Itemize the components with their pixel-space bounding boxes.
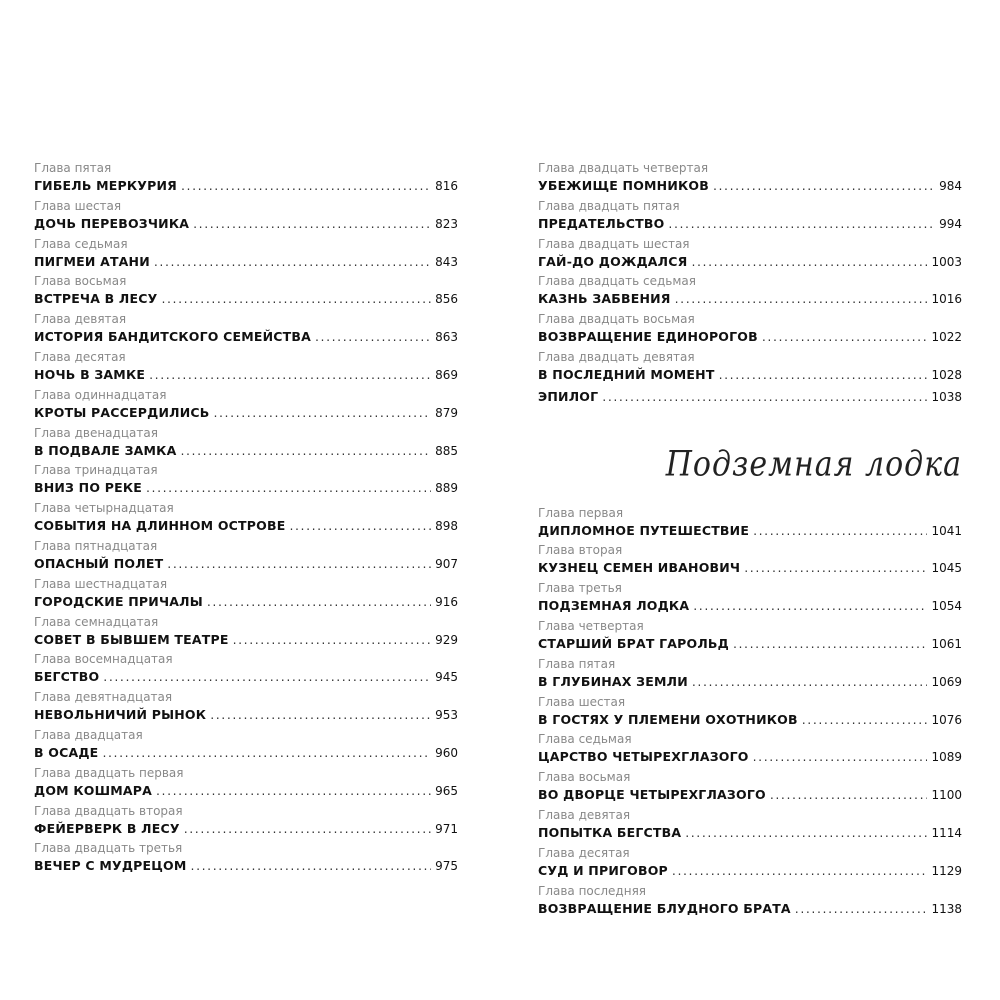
chapter-title: НЕВОЛЬНИЧИЙ РЫНОК <box>34 707 207 723</box>
page-number: 1022 <box>931 330 962 345</box>
page-number: 889 <box>435 481 458 496</box>
chapter-title-line <box>538 521 962 541</box>
page-number: 1028 <box>931 367 962 382</box>
page-number: 994 <box>939 216 962 231</box>
chapter-label: Глава двадцать пятая <box>538 198 680 213</box>
toc-entry[interactable] <box>34 198 458 236</box>
chapter-title: ВНИЗ ПО РЕКЕ <box>34 480 142 496</box>
dot-leader <box>181 176 431 195</box>
dot-leader <box>103 667 431 686</box>
page-number: 1016 <box>931 292 962 307</box>
toc-entry[interactable] <box>34 576 458 614</box>
dot-leader <box>753 747 928 766</box>
chapter-label: Глава девятнадцатая <box>34 690 173 705</box>
chapter-label: Глава последняя <box>538 883 646 898</box>
dot-leader <box>802 710 928 729</box>
chapter-label: Глава двадцать восьмая <box>538 312 695 327</box>
dot-leader <box>180 441 431 460</box>
chapter-title: ДОЧЬ ПЕРЕВОЗЧИКА <box>34 215 190 231</box>
section-title: Подземная лодка <box>665 444 962 485</box>
page-number: 843 <box>435 254 458 269</box>
chapter-title: ЭПИЛОГ <box>538 388 599 404</box>
page-number: 1089 <box>931 750 962 765</box>
page-number: 898 <box>435 519 458 534</box>
chapter-title-line <box>34 856 458 876</box>
page-number: 823 <box>435 216 458 231</box>
dot-leader <box>161 289 431 308</box>
chapter-title-line <box>538 289 962 309</box>
chapter-label: Глава третья <box>538 581 622 596</box>
dot-leader <box>102 743 431 762</box>
chapter-title-line <box>34 176 458 196</box>
toc-entry[interactable] <box>538 845 962 883</box>
chapter-title-line <box>538 672 962 692</box>
dot-leader <box>672 861 928 880</box>
dot-leader <box>675 289 928 308</box>
toc-entry[interactable] <box>538 807 962 845</box>
page-number: 885 <box>435 443 458 458</box>
toc-entry[interactable] <box>34 651 458 689</box>
chapter-title: КУЗНЕЦ СЕМЕН ИВАНОВИЧ <box>538 560 741 576</box>
toc-entry[interactable] <box>34 425 458 463</box>
chapter-title-line <box>34 819 458 839</box>
chapter-title: В ГЛУБИНАХ ЗЕМЛИ <box>538 673 688 689</box>
page-number: 816 <box>435 179 458 193</box>
dot-leader <box>146 478 431 497</box>
toc-entry[interactable] <box>34 538 458 576</box>
dot-leader <box>602 387 927 406</box>
dot-leader <box>713 176 935 195</box>
chapter-title: ВСТРЕЧА В ЛЕСУ <box>34 291 158 307</box>
chapter-label: Глава двадцатая <box>34 727 143 742</box>
page-number: 1061 <box>931 636 962 651</box>
chapter-title-line <box>538 214 962 234</box>
chapter-title: ДИПЛОМНОЕ ПУТЕШЕСТВИЕ <box>538 522 750 538</box>
page-number: 1038 <box>931 389 962 404</box>
page-number: 863 <box>435 330 458 345</box>
dot-leader <box>315 327 431 346</box>
toc-entry[interactable] <box>34 311 458 349</box>
chapter-title-line <box>34 592 458 612</box>
chapter-label: Глава седьмая <box>538 732 632 747</box>
chapter-title-line <box>34 289 458 309</box>
chapter-label: Глава седьмая <box>34 236 128 251</box>
chapter-title: БЕГСТВО <box>34 669 100 685</box>
page-number: 916 <box>435 594 458 609</box>
dot-leader <box>719 365 928 384</box>
chapter-title: СОБЫТИЯ НА ДЛИННОМ ОСТРОВЕ <box>34 518 286 534</box>
page-number: 869 <box>435 367 458 382</box>
chapter-title: НОЧЬ В ЗАМКЕ <box>34 366 146 382</box>
chapter-title: ВЕЧЕР С МУДРЕЦОМ <box>34 858 187 874</box>
chapter-label: Глава двадцать третья <box>34 841 183 856</box>
chapter-title-line <box>538 252 962 272</box>
dot-leader <box>233 630 432 649</box>
dot-leader <box>193 214 431 233</box>
chapter-title: В ГОСТЯХ У ПЛЕМЕНИ ОХОТНИКОВ <box>538 711 798 727</box>
toc-entry[interactable] <box>538 883 962 921</box>
toc-entry[interactable] <box>34 614 458 652</box>
chapter-title: ГАЙ-ДО ДОЖДАЛСЯ <box>538 253 688 269</box>
chapter-label: Глава двадцать четвертая <box>538 161 709 175</box>
chapter-title-line <box>34 554 458 574</box>
toc-right-column <box>538 160 962 920</box>
chapter-label: Глава вторая <box>538 543 623 558</box>
chapter-label: Глава пятнадцатая <box>34 538 158 553</box>
section-header <box>538 425 962 505</box>
chapter-title-line <box>34 781 458 801</box>
chapter-title-line <box>34 365 458 385</box>
toc-entry[interactable] <box>538 160 962 198</box>
dot-leader <box>744 558 927 577</box>
page-number: 1003 <box>931 254 962 269</box>
toc-entry[interactable] <box>538 236 962 274</box>
toc-entry[interactable] <box>34 727 458 765</box>
dot-leader <box>691 252 927 271</box>
toc-entry[interactable] <box>34 387 458 425</box>
chapter-label: Глава шестнадцатая <box>34 576 168 591</box>
dot-leader <box>149 365 431 384</box>
chapter-label: Глава одиннадцатая <box>34 387 167 402</box>
chapter-label: Глава семнадцатая <box>34 614 159 629</box>
chapter-label: Глава четвертая <box>538 618 644 633</box>
page-number: 960 <box>435 745 458 760</box>
chapter-label: Глава десятая <box>538 845 630 860</box>
page-number: 965 <box>435 783 458 798</box>
toc-entry[interactable] <box>538 731 962 769</box>
chapter-title: В ПОСЛЕДНИЙ МОМЕНТ <box>538 366 715 382</box>
toc-entry[interactable] <box>538 580 962 618</box>
chapter-title-line <box>538 710 962 730</box>
dot-leader <box>685 823 927 842</box>
toc-entry[interactable] <box>538 311 962 349</box>
chapter-label: Глава шестая <box>538 694 626 709</box>
chapter-title-line <box>34 705 458 725</box>
toc-entry[interactable] <box>34 840 458 878</box>
chapter-title-line <box>538 365 962 385</box>
chapter-title-line <box>538 387 962 407</box>
toc-entry[interactable] <box>538 349 962 387</box>
chapter-title: СОВЕТ В БЫВШЕМ ТЕАТРЕ <box>34 631 229 647</box>
toc-entry[interactable] <box>34 349 458 387</box>
chapter-label: Глава шестая <box>34 198 122 213</box>
chapter-label: Глава девятая <box>34 312 127 327</box>
dot-leader <box>210 705 431 724</box>
page-number: 856 <box>435 292 458 307</box>
chapter-title-line <box>538 596 962 616</box>
toc-entry[interactable] <box>538 505 962 543</box>
page-number: 929 <box>435 632 458 647</box>
chapter-title: ЦАРСТВО ЧЕТЫРЕХГЛАЗОГО <box>538 749 749 765</box>
toc-left-column <box>34 160 458 878</box>
chapter-title: ФЕЙЕРВЕРК В ЛЕСУ <box>34 820 180 836</box>
chapter-label: Глава десятая <box>34 349 126 364</box>
chapter-label: Глава двадцать первая <box>34 765 184 780</box>
page-number: 1041 <box>931 523 962 538</box>
chapter-title-line <box>34 252 458 272</box>
dot-leader <box>289 516 431 535</box>
chapter-title-line <box>34 214 458 234</box>
chapter-title: ПРЕДАТЕЛЬСТВО <box>538 215 665 231</box>
chapter-label: Глава пятая <box>538 656 616 671</box>
toc-entry[interactable] <box>34 689 458 727</box>
dot-leader <box>770 785 928 804</box>
chapter-label: Глава двадцать вторая <box>34 803 183 818</box>
chapter-label: Глава пятая <box>34 161 112 175</box>
chapter-title-line <box>538 558 962 578</box>
chapter-title: ОПАСНЫЙ ПОЛЕТ <box>34 555 164 571</box>
toc-right-top-list <box>538 160 962 425</box>
dot-leader <box>733 634 927 653</box>
chapter-title: СУД И ПРИГОВОР <box>538 862 668 878</box>
page-number: 1054 <box>931 599 962 614</box>
chapter-title: КАЗНЬ ЗАБВЕНИЯ <box>538 291 671 307</box>
page-number: 1138 <box>931 901 962 916</box>
chapter-title: ГИБЕЛЬ МЕРКУРИЯ <box>34 178 177 193</box>
page-number: 1114 <box>931 825 962 840</box>
chapter-label: Глава первая <box>538 505 624 520</box>
page-number: 984 <box>939 179 962 193</box>
chapter-label: Глава восемнадцатая <box>34 652 173 667</box>
dot-leader <box>167 554 431 573</box>
chapter-label: Глава восьмая <box>538 770 631 785</box>
dot-leader <box>753 521 927 540</box>
chapter-title-line <box>34 516 458 536</box>
chapter-title: ВО ДВОРЦЕ ЧЕТЫРЕХГЛАЗОГО <box>538 787 766 803</box>
chapter-title-line <box>34 441 458 461</box>
toc-entry[interactable] <box>34 273 458 311</box>
chapter-title: В ОСАДЕ <box>34 744 99 760</box>
chapter-title-line <box>538 634 962 654</box>
chapter-title-line <box>538 176 962 196</box>
toc-entry[interactable] <box>538 656 962 694</box>
chapter-label: Глава восьмая <box>34 274 127 289</box>
toc-entry[interactable] <box>34 160 458 198</box>
toc-entry[interactable] <box>538 273 962 311</box>
chapter-title: ДОМ КОШМАРА <box>34 782 152 798</box>
toc-entry[interactable] <box>538 694 962 732</box>
chapter-title-line <box>34 630 458 650</box>
chapter-title-line <box>538 747 962 767</box>
dot-leader <box>668 214 935 233</box>
chapter-title: ПОДЗЕМНАЯ ЛОДКА <box>538 598 690 614</box>
chapter-title-line <box>538 899 962 919</box>
toc-entry[interactable] <box>538 198 962 236</box>
chapter-title-line <box>538 823 962 843</box>
dot-leader <box>191 856 432 875</box>
chapter-title: КРОТЫ РАССЕРДИЛИСЬ <box>34 404 210 420</box>
chapter-title-line <box>538 327 962 347</box>
toc-right-bottom-list <box>538 505 962 921</box>
chapter-label: Глава двадцать седьмая <box>538 274 696 289</box>
chapter-title-line <box>538 785 962 805</box>
dot-leader <box>213 403 431 422</box>
chapter-title-line <box>34 403 458 423</box>
chapter-label: Глава девятая <box>538 807 631 822</box>
chapter-label: Глава двадцать шестая <box>538 236 690 251</box>
dot-leader <box>692 672 928 691</box>
chapter-label: Глава четырнадцатая <box>34 501 174 516</box>
page-number: 907 <box>435 556 458 571</box>
chapter-title-line <box>34 327 458 347</box>
dot-leader <box>207 592 431 611</box>
chapter-title: ИСТОРИЯ БАНДИТСКОГО СЕМЕЙСТВА <box>34 329 311 345</box>
chapter-title: СТАРШИЙ БРАТ ГАРОЛЬД <box>538 635 729 651</box>
page-number: 1076 <box>931 712 962 727</box>
chapter-title-line <box>34 478 458 498</box>
page-number: 971 <box>435 821 458 836</box>
toc-entry[interactable] <box>34 765 458 803</box>
chapter-title: УБЕЖИЩЕ ПОМНИКОВ <box>538 178 709 193</box>
page-number: 1069 <box>931 674 962 689</box>
toc-entry[interactable] <box>538 769 962 807</box>
page-number: 1129 <box>931 863 962 878</box>
page-number: 975 <box>435 859 458 874</box>
dot-leader <box>693 596 927 615</box>
dot-leader <box>795 899 928 918</box>
toc-entry[interactable] <box>34 462 458 500</box>
page-number: 1100 <box>931 788 962 803</box>
dot-leader <box>156 781 431 800</box>
dot-leader <box>184 819 431 838</box>
chapter-title: ПОПЫТКА БЕГСТВА <box>538 824 682 840</box>
dot-leader <box>762 327 928 346</box>
page-number: 953 <box>435 708 458 723</box>
chapter-title: ВОЗВРАЩЕНИЕ ЕДИНОРОГОВ <box>538 329 758 345</box>
toc-entry[interactable] <box>34 236 458 274</box>
chapter-title: В ПОДВАЛЕ ЗАМКА <box>34 442 177 458</box>
chapter-title: ГОРОДСКИЕ ПРИЧАЛЫ <box>34 593 203 609</box>
chapter-title-line <box>34 667 458 687</box>
page-number: 879 <box>435 405 458 420</box>
chapter-title: ПИГМЕИ АТАНИ <box>34 253 150 269</box>
page-number: 945 <box>435 670 458 685</box>
chapter-label: Глава двадцать девятая <box>538 349 695 364</box>
chapter-title: ВОЗВРАЩЕНИЕ БЛУДНОГО БРАТА <box>538 900 791 916</box>
toc-entry[interactable] <box>538 542 962 580</box>
chapter-title-line <box>34 743 458 763</box>
dot-leader <box>154 252 431 271</box>
toc-entry[interactable] <box>538 387 962 425</box>
chapter-title-line <box>538 861 962 881</box>
page-number: 1045 <box>931 561 962 576</box>
chapter-label: Глава двенадцатая <box>34 425 158 440</box>
chapter-label: Глава тринадцатая <box>34 463 158 478</box>
toc-entry[interactable] <box>538 618 962 656</box>
toc-entry[interactable] <box>34 803 458 841</box>
toc-entry[interactable] <box>34 500 458 538</box>
